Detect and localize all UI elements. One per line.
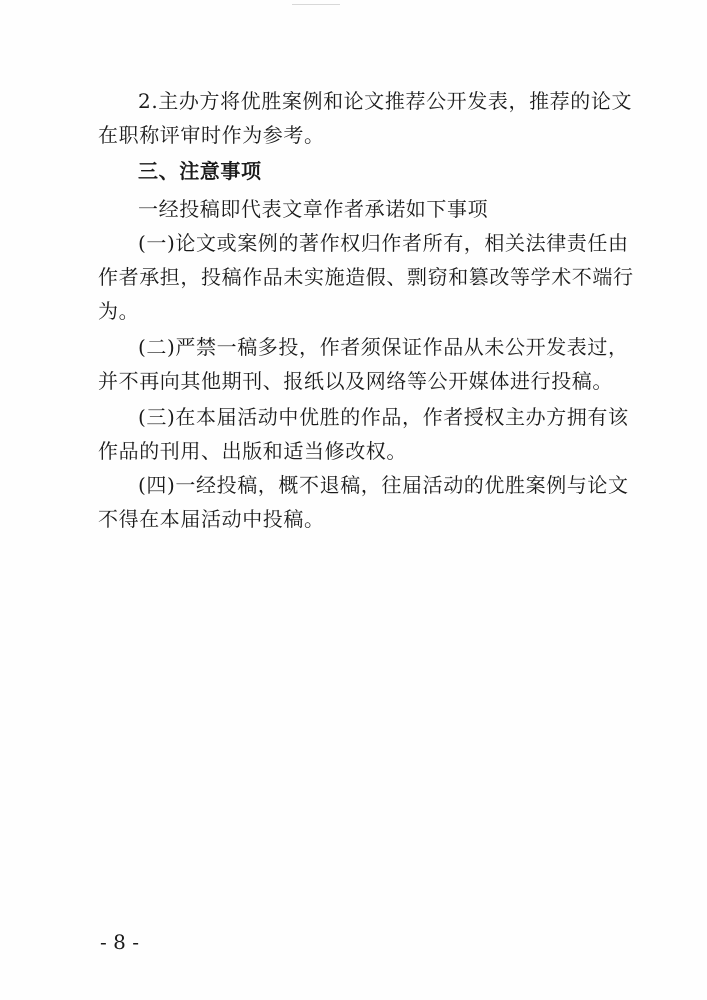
paragraph-four-line-1: (四)一经投稿，概不退稿，往届活动的优胜案例与论文 <box>138 473 629 497</box>
paragraph-intro: 一经投稿即代表文章作者承诺如下事项 <box>138 197 489 221</box>
paragraph-one-line-1: (一)论文或案例的著作权归作者所有，相关法律责任由 <box>138 231 629 255</box>
section-heading-notes: 三、注意事项 <box>138 159 262 183</box>
paragraph-one-line-2: 作者承担，投稿作品未实施造假、剽窃和篡改等学术不端行 <box>98 265 634 289</box>
paragraph-one-line-3: 为。 <box>98 299 140 323</box>
paragraph-item-2-line-2: 在职称评审时作为参考。 <box>98 123 325 147</box>
page-number: - 8 - <box>100 930 139 954</box>
paragraph-three-line-2: 作品的刊用、出版和适当修改权。 <box>98 439 407 463</box>
scan-mark <box>292 4 340 5</box>
paragraph-four-line-2: 不得在本届活动中投稿。 <box>98 507 325 531</box>
paragraph-item-2-line-1: 2.主办方将优胜案例和论文推荐公开发表，推荐的论文 <box>138 89 633 113</box>
paragraph-three-line-1: (三)在本届活动中优胜的作品，作者授权主办方拥有该 <box>138 405 629 429</box>
paragraph-two-line-1: (二)严禁一稿多投，作者须保证作品从未公开发表过， <box>138 335 629 359</box>
paragraph-two-line-2: 并不再向其他期刊、报纸以及网络等公开媒体进行投稿。 <box>98 369 613 393</box>
